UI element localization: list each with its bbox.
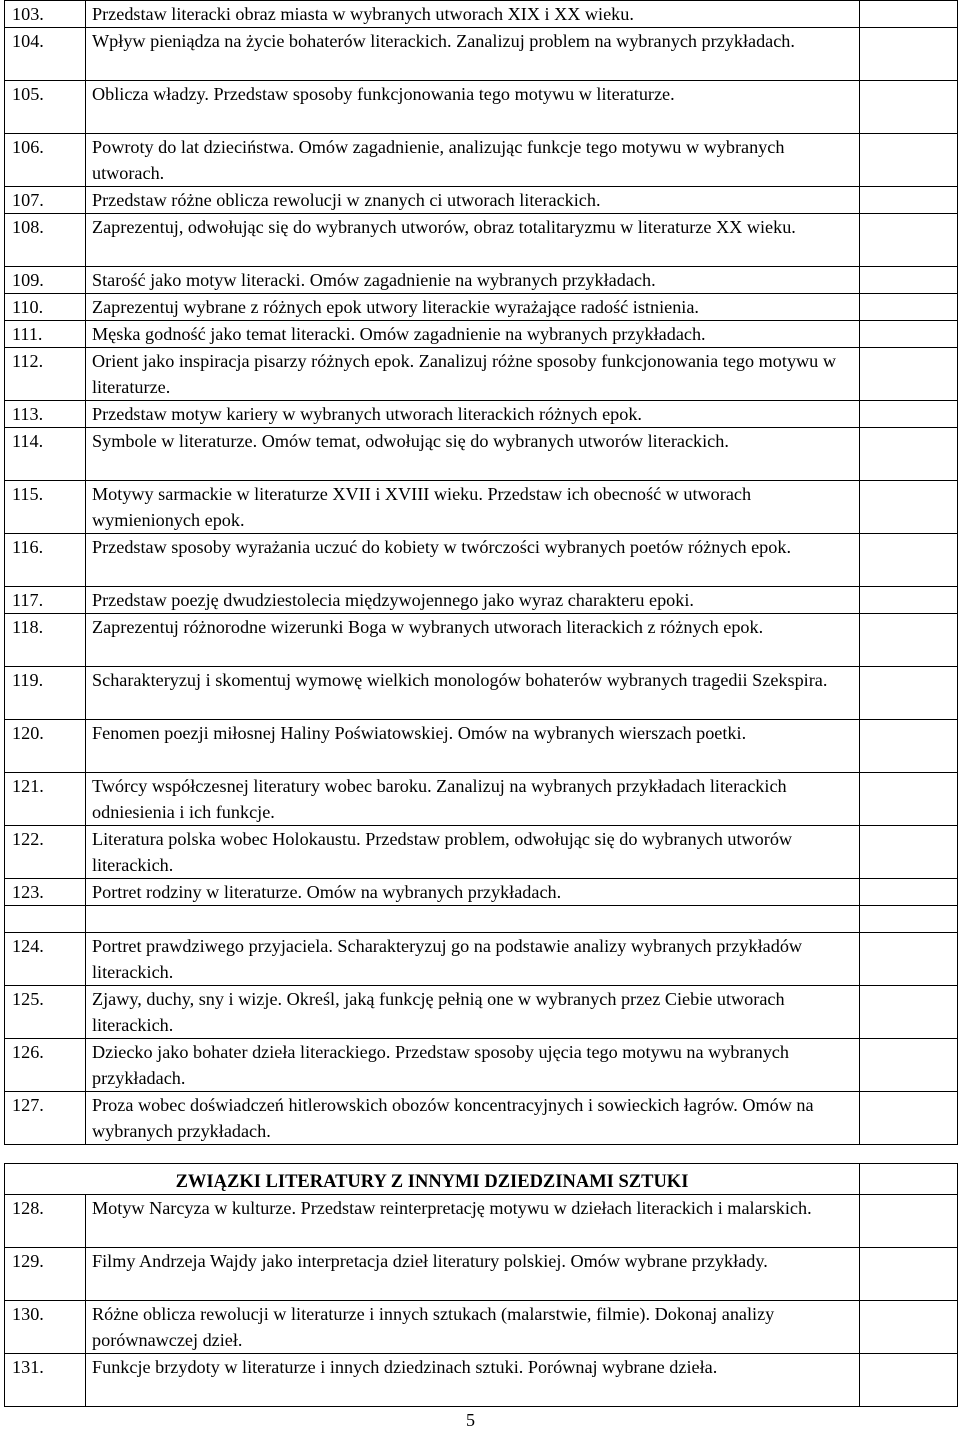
empty-cell <box>860 906 958 933</box>
topics-table <box>4 0 958 1407</box>
topic-row <box>5 1092 958 1145</box>
grade-cell <box>860 1092 958 1145</box>
grade-cell <box>860 214 958 267</box>
topic-text: Oblicza władzy. Przedstaw sposoby funkcjonowania tego motywu w literaturze. <box>86 81 860 134</box>
grade-cell <box>860 1 958 28</box>
topic-row <box>5 267 958 294</box>
topic-text: Portret rodziny w literaturze. Omów na wybranych przykładach. <box>86 879 860 906</box>
topic-text: Twórcy współczesnej literatury wobec baroku. Zanalizuj na wybranych przykładach literackich odniesienia i ich funkcje. <box>86 773 860 826</box>
topic-row <box>5 720 958 773</box>
topics-table-body <box>5 1 958 1407</box>
topic-row <box>5 187 958 214</box>
topic-number: 113. <box>5 401 86 428</box>
topic-number: 103. <box>5 1 86 28</box>
grade-cell <box>860 614 958 667</box>
topic-row <box>5 933 958 986</box>
topic-row <box>5 401 958 428</box>
topic-text: Zaprezentuj różnorodne wizerunki Boga w wybranych utworach literackich z różnych epok. <box>86 614 860 667</box>
grade-cell <box>860 587 958 614</box>
topic-text: Portret prawdziwego przyjaciela. Scharakteryzuj go na podstawie analizy wybranych przykładów literackich. <box>86 933 860 986</box>
topic-text: Proza wobec doświadczeń hitlerowskich obozów koncentracyjnych i sowieckich łagrów. Omów na wybranych przykładach. <box>86 1092 860 1145</box>
topic-row <box>5 321 958 348</box>
topic-number: 115. <box>5 481 86 534</box>
topic-text: Motywy sarmackie w literaturze XVII i XVIII wieku. Przedstaw ich obecność w utworach wymienionych epok. <box>86 481 860 534</box>
grade-cell <box>860 81 958 134</box>
grade-cell <box>860 720 958 773</box>
topic-number: 130. <box>5 1301 86 1354</box>
topic-row <box>5 773 958 826</box>
grade-cell <box>860 773 958 826</box>
topic-number: 129. <box>5 1248 86 1301</box>
topic-text: Funkcje brzydoty w literaturze i innych dziedzinach sztuki. Porównaj wybrane dzieła. <box>86 1354 860 1407</box>
grade-cell <box>860 348 958 401</box>
topic-row <box>5 1301 958 1354</box>
topic-number: 125. <box>5 986 86 1039</box>
topic-text: Literatura polska wobec Holokaustu. Przedstaw problem, odwołując się do wybranych utworów literackich. <box>86 826 860 879</box>
topic-text: Powroty do lat dzieciństwa. Omów zagadnienie, analizując funkcje tego motywu w wybranych utworach. <box>86 134 860 187</box>
topic-row <box>5 1 958 28</box>
grade-cell <box>860 986 958 1039</box>
grade-cell <box>860 294 958 321</box>
topic-number: 114. <box>5 428 86 481</box>
topic-row <box>5 879 958 906</box>
topic-row <box>5 667 958 720</box>
topic-number: 128. <box>5 1195 86 1248</box>
topic-text: Przedstaw sposoby wyrażania uczuć do kobiety w twórczości wybranych poetów różnych epok. <box>86 534 860 587</box>
topic-number: 108. <box>5 214 86 267</box>
topic-text: Scharakteryzuj i skomentuj wymowę wielkich monologów bohaterów wybranych tragedii Szekspira. <box>86 667 860 720</box>
page-number: 5 <box>466 1410 475 1430</box>
topic-number: 127. <box>5 1092 86 1145</box>
topic-number: 109. <box>5 267 86 294</box>
topic-number: 110. <box>5 294 86 321</box>
topic-row <box>5 428 958 481</box>
topic-text: Filmy Andrzeja Wajdy jako interpretacja dzieł literatury polskiej. Omów wybrane przykłady. <box>86 1248 860 1301</box>
empty-cell <box>5 906 86 933</box>
topic-number: 126. <box>5 1039 86 1092</box>
empty-cell <box>86 906 860 933</box>
grade-cell <box>860 1164 958 1195</box>
topic-text: Zaprezentuj, odwołując się do wybranych utworów, obraz totalitaryzmu w literaturze XX wieku. <box>86 214 860 267</box>
grade-cell <box>860 1301 958 1354</box>
grade-cell <box>860 1195 958 1248</box>
grade-cell <box>860 321 958 348</box>
topic-text: Fenomen poezji miłosnej Haliny Poświatowskiej. Omów na wybranych wierszach poetki. <box>86 720 860 773</box>
topic-row <box>5 587 958 614</box>
topic-row <box>5 1248 958 1301</box>
topic-number: 119. <box>5 667 86 720</box>
section-title: ZWIĄZKI LITERATURY Z INNYMI DZIEDZINAMI SZTUKI <box>5 1164 860 1195</box>
topic-row <box>5 534 958 587</box>
section-gap <box>5 1145 958 1164</box>
topic-row <box>5 1354 958 1407</box>
topic-number: 124. <box>5 933 86 986</box>
topic-number: 105. <box>5 81 86 134</box>
topic-row <box>5 348 958 401</box>
topic-row <box>5 1039 958 1092</box>
topic-text: Przedstaw różne oblicza rewolucji w znanych ci utworach literackich. <box>86 187 860 214</box>
topic-row <box>5 28 958 81</box>
grade-cell <box>860 134 958 187</box>
grade-cell <box>860 534 958 587</box>
topic-number: 121. <box>5 773 86 826</box>
topic-number: 106. <box>5 134 86 187</box>
grade-cell <box>860 267 958 294</box>
gap-cell <box>5 1145 958 1164</box>
topic-text: Męska godność jako temat literacki. Omów zagadnienie na wybranych przykładach. <box>86 321 860 348</box>
topic-text: Przedstaw motyw kariery w wybranych utworach literackich różnych epok. <box>86 401 860 428</box>
topic-text: Wpływ pieniądza na życie bohaterów literackich. Zanalizuj problem na wybranych przykładach. <box>86 28 860 81</box>
topic-number: 123. <box>5 879 86 906</box>
grade-cell <box>860 826 958 879</box>
topic-number: 116. <box>5 534 86 587</box>
topic-row <box>5 614 958 667</box>
topic-number: 117. <box>5 587 86 614</box>
topic-text: Zaprezentuj wybrane z różnych epok utwory literackie wyrażające radość istnienia. <box>86 294 860 321</box>
section-header-row <box>5 1164 958 1195</box>
topic-number: 118. <box>5 614 86 667</box>
grade-cell <box>860 481 958 534</box>
topic-row <box>5 81 958 134</box>
grade-cell <box>860 401 958 428</box>
grade-cell <box>860 187 958 214</box>
grade-cell <box>860 28 958 81</box>
grade-cell <box>860 1248 958 1301</box>
grade-cell <box>860 1354 958 1407</box>
topic-number: 111. <box>5 321 86 348</box>
spacer-row <box>5 906 958 933</box>
topic-text: Przedstaw literacki obraz miasta w wybranych utworach XIX i XX wieku. <box>86 1 860 28</box>
topic-text: Motyw Narcyza w kulturze. Przedstaw reinterpretację motywu w dziełach literackich i malarskich. <box>86 1195 860 1248</box>
grade-cell <box>860 879 958 906</box>
grade-cell <box>860 667 958 720</box>
topic-number: 107. <box>5 187 86 214</box>
grade-cell <box>860 428 958 481</box>
topic-row <box>5 134 958 187</box>
topic-number: 122. <box>5 826 86 879</box>
topic-row <box>5 986 958 1039</box>
topic-row <box>5 214 958 267</box>
topic-number: 112. <box>5 348 86 401</box>
topic-number: 104. <box>5 28 86 81</box>
topic-text: Symbole w literaturze. Omów temat, odwołując się do wybranych utworów literackich. <box>86 428 860 481</box>
topic-text: Różne oblicza rewolucji w literaturze i innych sztukach (malarstwie, filmie). Dokonaj analizy porównawczej dzieł. <box>86 1301 860 1354</box>
topic-number: 131. <box>5 1354 86 1407</box>
topic-text: Przedstaw poezję dwudziestolecia międzywojennego jako wyraz charakteru epoki. <box>86 587 860 614</box>
topic-text: Zjawy, duchy, sny i wizje. Określ, jaką funkcję pełnią one w wybranych przez Ciebie utworach literackich. <box>86 986 860 1039</box>
topic-row <box>5 826 958 879</box>
topic-row <box>5 481 958 534</box>
topic-row <box>5 1195 958 1248</box>
topic-text: Dziecko jako bohater dzieła literackiego. Przedstaw sposoby ujęcia tego motywu na wybranych przykładach. <box>86 1039 860 1092</box>
topic-text: Orient jako inspiracja pisarzy różnych epok. Zanalizuj różne sposoby funkcjonowania tego motywu w literaturze. <box>86 348 860 401</box>
topic-row <box>5 294 958 321</box>
grade-cell <box>860 933 958 986</box>
grade-cell <box>860 1039 958 1092</box>
topic-text: Starość jako motyw literacki. Omów zagadnienie na wybranych przykładach. <box>86 267 860 294</box>
topic-number: 120. <box>5 720 86 773</box>
